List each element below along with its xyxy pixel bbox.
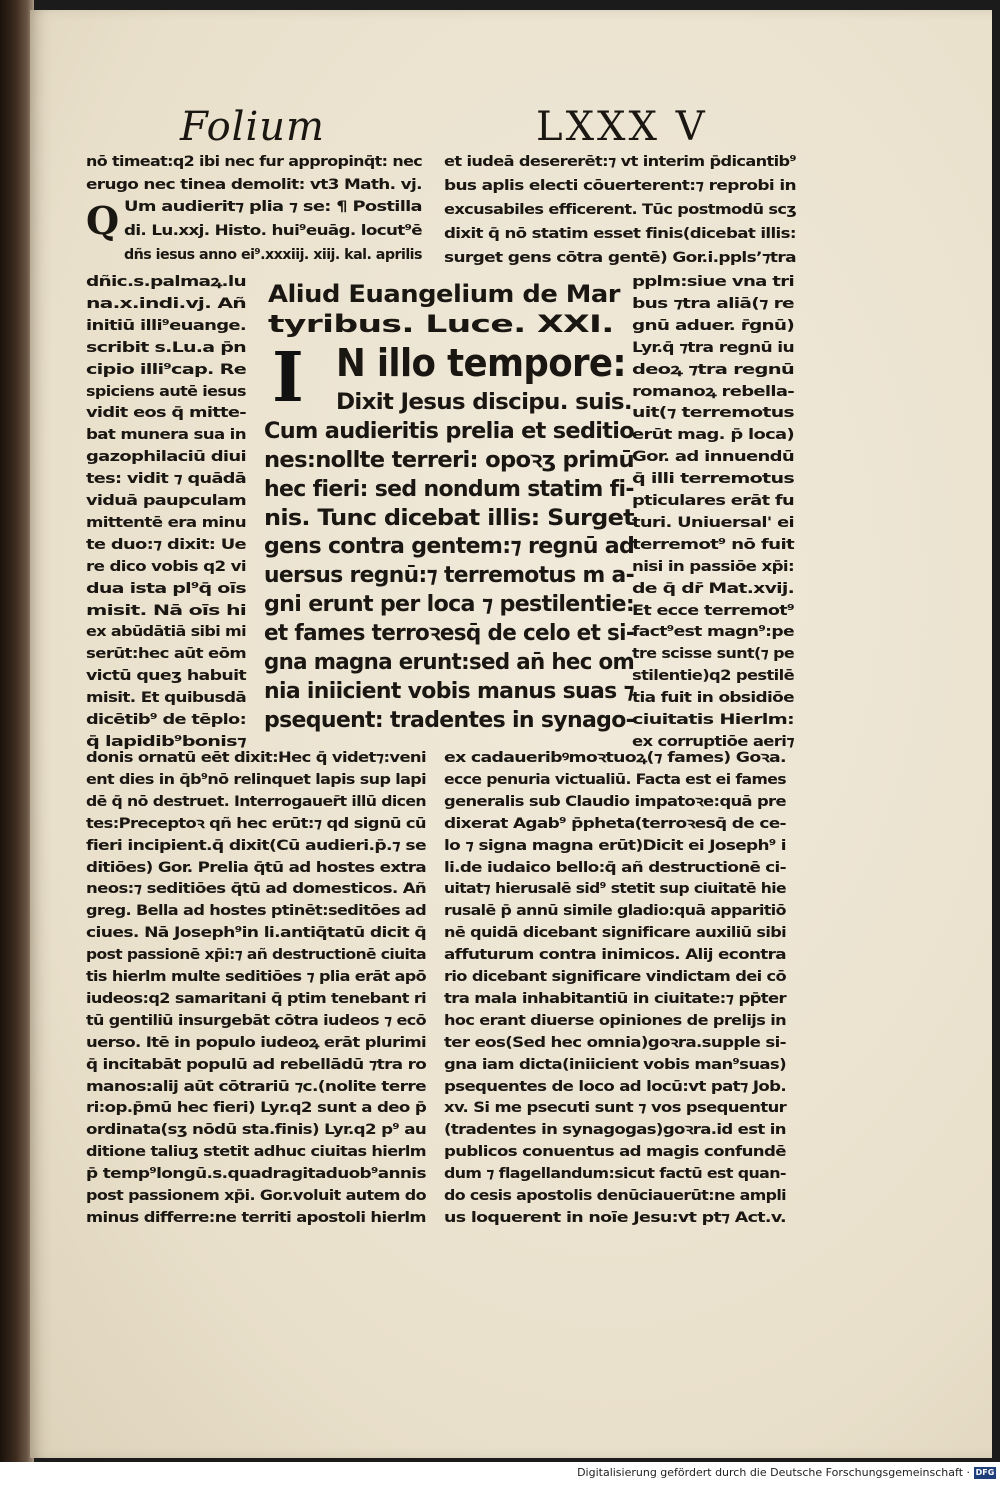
text-line: gna iam dicta(iniicient vobis man⁹suas) xyxy=(444,1056,786,1073)
text-line: dixerat Agab⁹ p̄pheta(terroꝛesq̄ de ce- xyxy=(444,815,786,832)
text-line: turi. Uniuersal' ei xyxy=(632,514,794,531)
text-line: hec fieri: sed nondum statim fi- xyxy=(264,476,634,502)
text-line: neos:⁊ seditiōes q̄tū ad domesticos. Añ xyxy=(86,881,427,898)
text-line: uitat⁊ hierusalē sid⁹ stetit sup ciuitatē hie xyxy=(444,881,786,898)
text-line: bus ⁊tra aliā(⁊ re xyxy=(632,295,794,312)
text-line: misit. Nā oīs hi xyxy=(86,602,247,619)
text-line: Dixit Jesus discipu. suis. xyxy=(336,389,632,415)
text-line: de q̄ dr̄ Mat.xvij. xyxy=(632,580,795,597)
text-line: et iudeā desererēt:⁊ vt interim p̄dicantib⁹ xyxy=(444,154,796,170)
text-line: romanoꝝ rebella- xyxy=(632,383,795,400)
text-line: serūt:hec aūt eōm xyxy=(86,646,247,663)
text-line: greg. Bella ad hostes ptinēt:seditōes ad xyxy=(86,903,427,920)
text-line: di. Lu.xxj. Histo. hui⁹euāg. locut⁹ē xyxy=(124,223,423,239)
drop-initial: I xyxy=(272,338,304,418)
text-line: ordinata(sʒ nōdū sta.finis) Lyr.q2 p⁹ au xyxy=(86,1122,427,1139)
text-line: (tradentes in synagogas)goꝛra.id est in xyxy=(444,1122,786,1139)
text-line: gazophilaciū diui xyxy=(86,449,246,466)
text-line: initiū illi⁹euange. xyxy=(86,317,247,334)
text-line: erūt mag. p̄ loca) xyxy=(632,427,794,444)
text-line: viduā paupculam xyxy=(86,493,247,509)
text-line: Cum audieritis prelia et seditio xyxy=(264,418,634,444)
text-line: xv. Si me psecuti sunt ⁊ vos psequentur xyxy=(444,1100,787,1117)
text-line: excusabiles efficerent. Tūc postmodū scʒ xyxy=(444,202,797,218)
text-line: bus aplis electi cōuerterent:⁊ reprobi in xyxy=(444,178,796,194)
text-line: mittentē era minu xyxy=(86,514,246,531)
text-line: tyribus. Luce. XXI. xyxy=(268,310,614,338)
text-line: ciues. Nā Joseph⁹in li.antiq̄tatū dicit q̄ xyxy=(86,925,427,942)
text-line: nia iniicient vobis manus suas ⁊ xyxy=(264,678,635,704)
text-line: ex cadaueribꝰmoꝛtuoꝝ(⁊ fames) Goꝛa. xyxy=(444,750,786,766)
text-line: stilentie)q2 pestilē xyxy=(632,668,795,685)
text-line: surget gens cōtra gentē) Gor.i.pplsʼ⁊tra xyxy=(444,250,796,266)
text-line: psequent: tradentes in synago- xyxy=(264,707,635,733)
text-line: gens contra gentem:⁊ regnū ad xyxy=(264,534,635,560)
running-head-folium: Folium xyxy=(180,104,325,150)
text-line: fact⁹est magn⁹:pe xyxy=(632,624,795,641)
text-line: tra mala inhabitantiū in ciuitate:⁊ pp̄ter xyxy=(444,990,787,1007)
text-line: pplm:siue vna tri xyxy=(632,274,795,290)
text-line: us loquerent in noīe Jesu:vt pt⁊ Act.v. xyxy=(444,1209,786,1226)
text-line: ri:op.p̄mū hec fieri) Lyr.q2 sunt a deo p̄ xyxy=(86,1100,427,1117)
text-line: cipio illi⁹cap. Re xyxy=(86,361,247,378)
text-line: manos:alij aūt cōtrariū ⁊c.(nolite terre xyxy=(86,1078,426,1095)
text-line: post passionē xp̄i:⁊ añ destructionē ciuita xyxy=(86,947,426,964)
text-line: q̄ illi terremotus xyxy=(632,471,795,488)
text-line: lo ⁊ signa magna erūt)Dicit ei Joseph⁹ i xyxy=(444,837,786,854)
text-line: dē q̄ nō destruet. Interrogauer̄t illū dicen xyxy=(86,793,426,810)
text-line: tes: vidit ⁊ quādā xyxy=(86,471,246,488)
text-line: nes:nollte terreri: opoꝛʒ primū xyxy=(264,447,634,473)
text-line: iudeos:q2 samaritani q̄ ptim tenebant ri xyxy=(86,990,427,1007)
text-line: nisi in passiōe xp̄i: xyxy=(632,558,795,575)
text-line: gni erunt per loca ⁊ pestilentie: xyxy=(264,592,635,618)
text-line: nis. Tunc dicebat illis: Surget xyxy=(264,505,634,531)
digitization-footer xyxy=(0,1462,1000,1485)
text-line: uersus regnū:⁊ terremotus m a- xyxy=(264,563,634,589)
text-line: bat munera sua in xyxy=(86,427,246,444)
text-line: psequentes de loco ad locū:vt pat⁊ Job. xyxy=(444,1078,787,1095)
book-spine xyxy=(0,0,34,1462)
text-line: Um audierit⁊ plia ⁊ se: ¶ Postilla xyxy=(124,199,422,215)
text-line: fieri incipient.q̄ dixit(Cū audieri.p̄.⁊ se xyxy=(86,837,426,854)
text-line: ciuitatis Hierlm: xyxy=(632,712,795,728)
text-line: dñs iesus anno ei⁹.xxxiij. xiij. kal. aprilis xyxy=(124,247,422,263)
text-line: p̄ temp⁹longū.s.quadragitaduob⁹annis xyxy=(86,1166,426,1183)
text-line: erugo nec tinea demolit: vt3 Math. vj. xyxy=(86,176,422,193)
text-line: publicos conuentus ad magis confundē xyxy=(444,1144,786,1161)
text-line: misit. Et quibusdā xyxy=(86,690,247,707)
text-line: nō timeat:q2 ibi nec fur appropinq̄t: nec xyxy=(86,154,423,170)
text-line: post passionem xp̄i. Gor.voluit autem do xyxy=(86,1188,426,1204)
text-line: re dico vobis q2 vi xyxy=(86,558,246,575)
text-line: rusalē p̄ annū simile gladio:quā apparitiō xyxy=(444,903,786,920)
text-line: deoꝝ ⁊tra regnū xyxy=(632,361,794,378)
text-line: dum ⁊ flagellandum:sicut factū est quan- xyxy=(444,1166,786,1183)
text-line: gna magna erunt:sed an̄ hec om xyxy=(264,650,635,675)
text-line: dixit q̄ nō statim esset finis(dicebat illis: xyxy=(444,226,796,242)
text-line: scribit s.Lu.a p̄n xyxy=(86,339,246,356)
text-line: dñic.s.palmaꝝ.lu xyxy=(86,274,247,290)
text-line: Aliud Euangelium de Mar xyxy=(268,280,621,308)
text-line: ditiōes) Gor. Prelia q̄tū ad hostes extra xyxy=(86,859,427,876)
text-line: uit(⁊ terremotus xyxy=(632,405,794,422)
text-line: tū gentiliū insurgebāt cōtra iudeos ⁊ ecō xyxy=(86,1012,427,1029)
text-line: rio dicebant significare vindictam dei cō xyxy=(444,969,787,985)
text-line: Lyr.q̄ ⁊tra regnū iu xyxy=(632,339,794,356)
text-line: ter eos(Sed hec omnia)goꝛra.supple si- xyxy=(444,1034,786,1051)
text-line: do cesis apostolis denūciauerūt:ne ampli xyxy=(444,1188,787,1204)
text-line: Et ecce terremot⁹ xyxy=(632,602,795,619)
text-line: gnū aduer. r̄gnū) xyxy=(632,317,795,334)
funding-credit: Digitalisierung gefördert durch die Deutsche Forschungsgemeinschaft · xyxy=(577,1466,970,1479)
text-line: affuturum contra inimicos. Alij econtra xyxy=(444,947,786,964)
text-line: tes:Preceptoꝛ qñ hec erūt:⁊ qd signū cū xyxy=(86,815,426,832)
text-line: li.de iudaico bello:q̄ añ destructionē ci- xyxy=(444,859,786,876)
text-line: dua ista pl⁹q̄ oīs xyxy=(86,580,246,597)
text-line: q̄ lapidib⁹bonis⁊ xyxy=(86,733,247,750)
text-line: donis ornatū eēt dixit:Hec q̄ videt⁊:veni xyxy=(86,750,426,766)
text-line: ecce penuria victualiū. Facta est ei fames xyxy=(444,771,787,788)
text-line: pticulares erāt fu xyxy=(632,493,794,509)
text-line: na.x.indi.vj. Añ xyxy=(86,295,246,312)
text-line: q̄ incitabāt populū ad rebellādū ⁊tra ro xyxy=(86,1056,427,1073)
text-line: victū queʒ habuit xyxy=(86,668,247,685)
text-line: ditione taliuʒ stetit adhuc ciuitas hierlm xyxy=(86,1144,426,1161)
text-line: N illo tempore: xyxy=(336,341,627,385)
text-line: dicētib⁹ de tēplo: xyxy=(86,712,247,728)
text-line: ex abūdātiā sibi mi xyxy=(86,624,246,641)
text-line: tia fuit in obsidiōe xyxy=(632,690,794,707)
text-line: et fames terroꝛesq̄ de celo et si- xyxy=(264,621,635,647)
dfg-logo: DFG xyxy=(975,1468,995,1477)
text-line: generalis sub Claudio impatoꝛe:quā pre xyxy=(444,793,786,810)
text-line: Gor. ad innuendū xyxy=(632,449,795,466)
text-line: hoc erant diuerse opiniones de prelijs in xyxy=(444,1012,786,1029)
text-line: uerso. Itē in populo iudeoꝝ erāt plurimi xyxy=(86,1034,427,1051)
folio-number: LXXX V xyxy=(536,104,708,150)
text-line: minus differre:ne territi apostoli hierlm xyxy=(86,1209,426,1226)
text-line: vidit eos q̄ mitte- xyxy=(86,405,246,422)
text-line: nē quidā dicebant significare auxiliū sibi xyxy=(444,925,787,942)
text-line: te duo:⁊ dixit: Ue xyxy=(86,536,247,553)
text-line: spiciens autē iesus xyxy=(86,383,246,400)
text-line: tre scisse sunt(⁊ pe xyxy=(632,646,795,663)
text-line: ex corruptiōe aeri⁊ xyxy=(632,733,795,750)
text-line: terremot⁹ nō fuit xyxy=(632,536,795,553)
small-initial: Q xyxy=(86,198,120,243)
text-line: ent dies in q̄b⁹nō relinquet lapis sup lapi xyxy=(86,771,426,788)
text-line: tis hierlm multe seditiōes ⁊ plia erāt apō xyxy=(86,969,427,985)
